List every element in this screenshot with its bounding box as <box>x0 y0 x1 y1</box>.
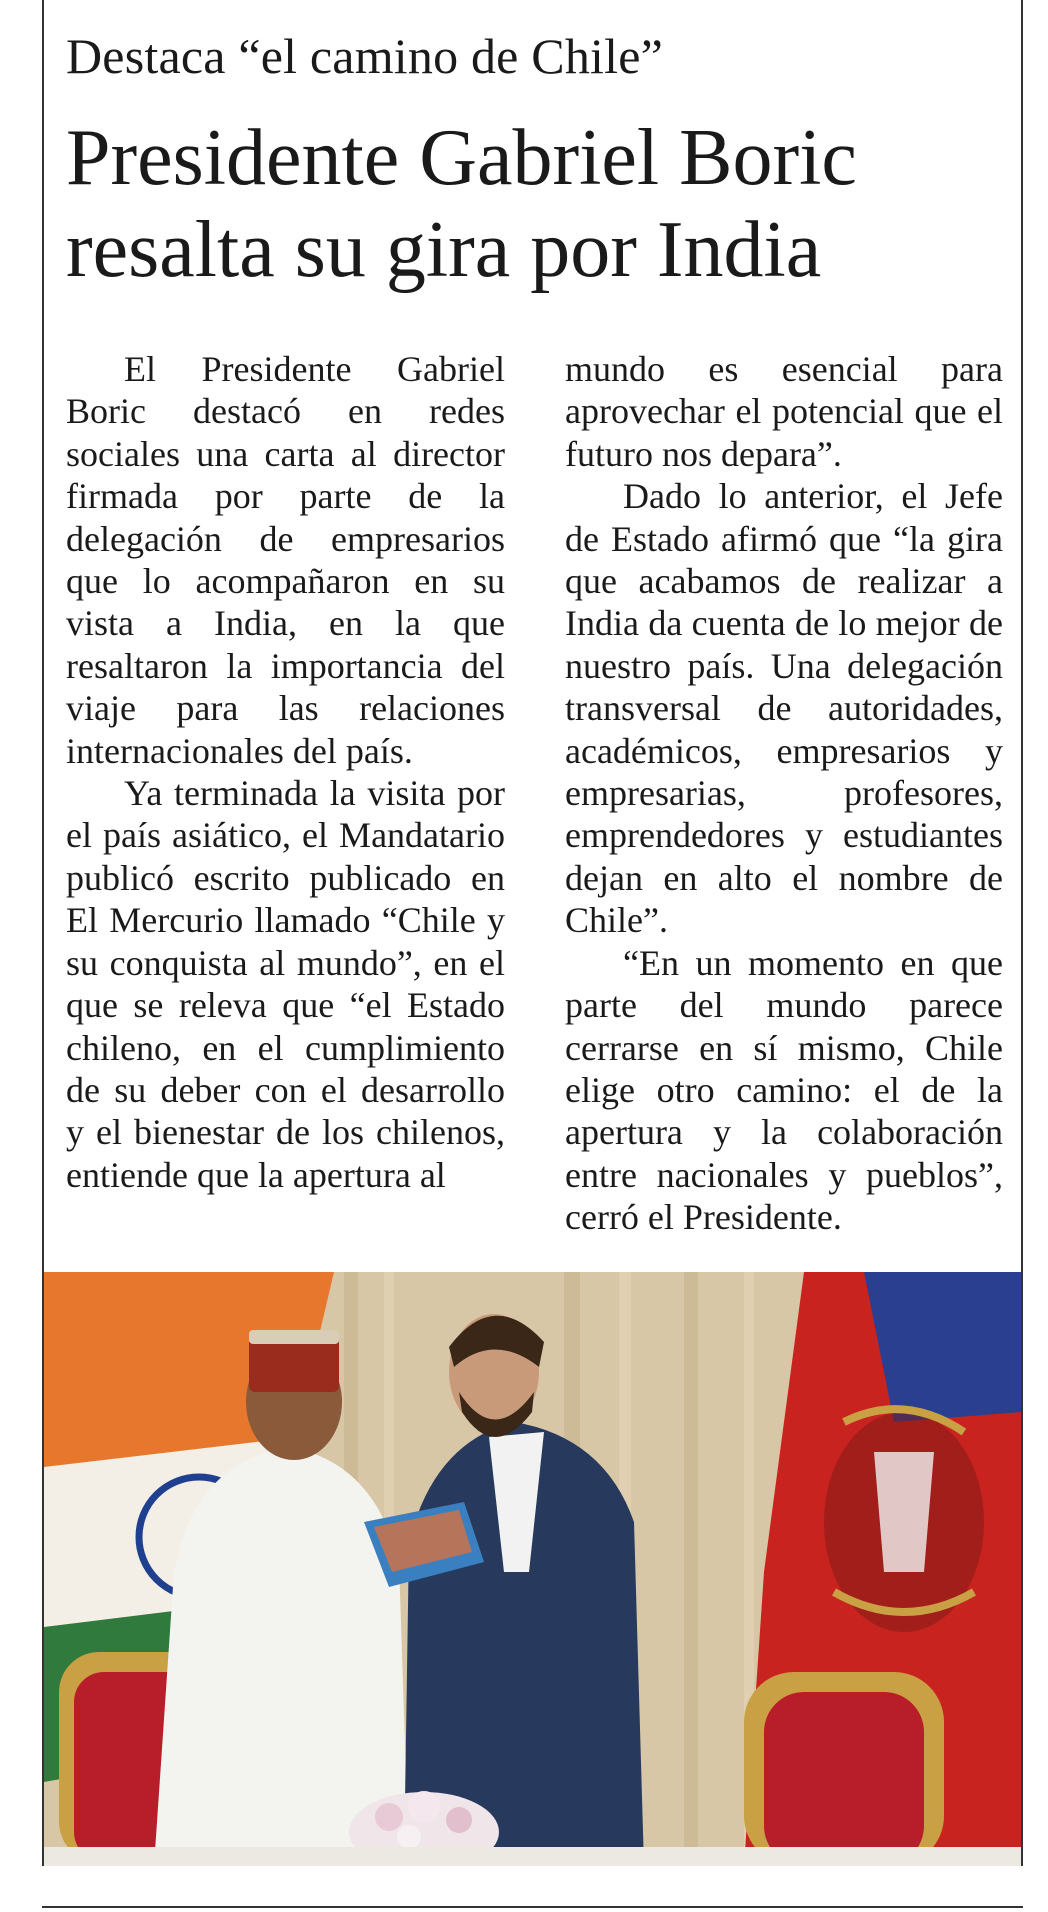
paragraph: El Presidente Gabriel Boric destacó en redes sociales una carta al director firmada por parte de la delegación de empresarios que lo acompañaron en su vista a India, en la que resaltaron la importancia del viaje para las relaciones internacionales del país. <box>66 349 505 771</box>
paragraph: Ya terminada la visita por el país asiático, el Mandatario publicó escrito publicado en El Mercurio llamado “Chile y su conquista al mundo”, en el que se releva que “el Estado chileno, en el cumplimiento de su deber con el desarrollo y el bienestar de los chilenos, entiende que la apertura al <box>66 773 505 1195</box>
article-headline <box>66 112 1006 296</box>
article-column-right <box>565 348 1003 1239</box>
article-photo <box>44 1272 1021 1866</box>
cap <box>249 1337 339 1392</box>
article-column-left <box>66 348 505 1196</box>
paragraph: mundo es esencial para aprovechar el potencial que el futuro nos depara”. <box>565 349 1003 474</box>
chair-right <box>744 1672 944 1866</box>
headline-line-2: resalta su gira por India <box>66 206 822 294</box>
headline-line-1: Presidente Gabriel Boric <box>66 114 857 202</box>
table <box>44 1847 1021 1866</box>
paragraph: “En un momento en que parte del mundo parece cerrarse en sí mismo, Chile elige otro camino: el de la apertura y la colaboración entre nacionales y pueblos”, cerró el Presidente. <box>565 942 1003 1238</box>
photo-illustration <box>44 1272 1021 1866</box>
paragraph: Dado lo anterior, el Jefe de Estado afirmó que “la gira que acabamos de realizar a India da cuenta de lo mejor de nuestro país. Una delegación transversal de autoridades, académicos, empresarios y empresarias, profesores, emprendedores y estudiantes dejan en alto el nombre de Chile”. <box>565 476 1003 941</box>
article-kicker: Destaca “el camino de Chile” <box>66 28 663 84</box>
bottom-rule <box>42 1906 1023 1908</box>
